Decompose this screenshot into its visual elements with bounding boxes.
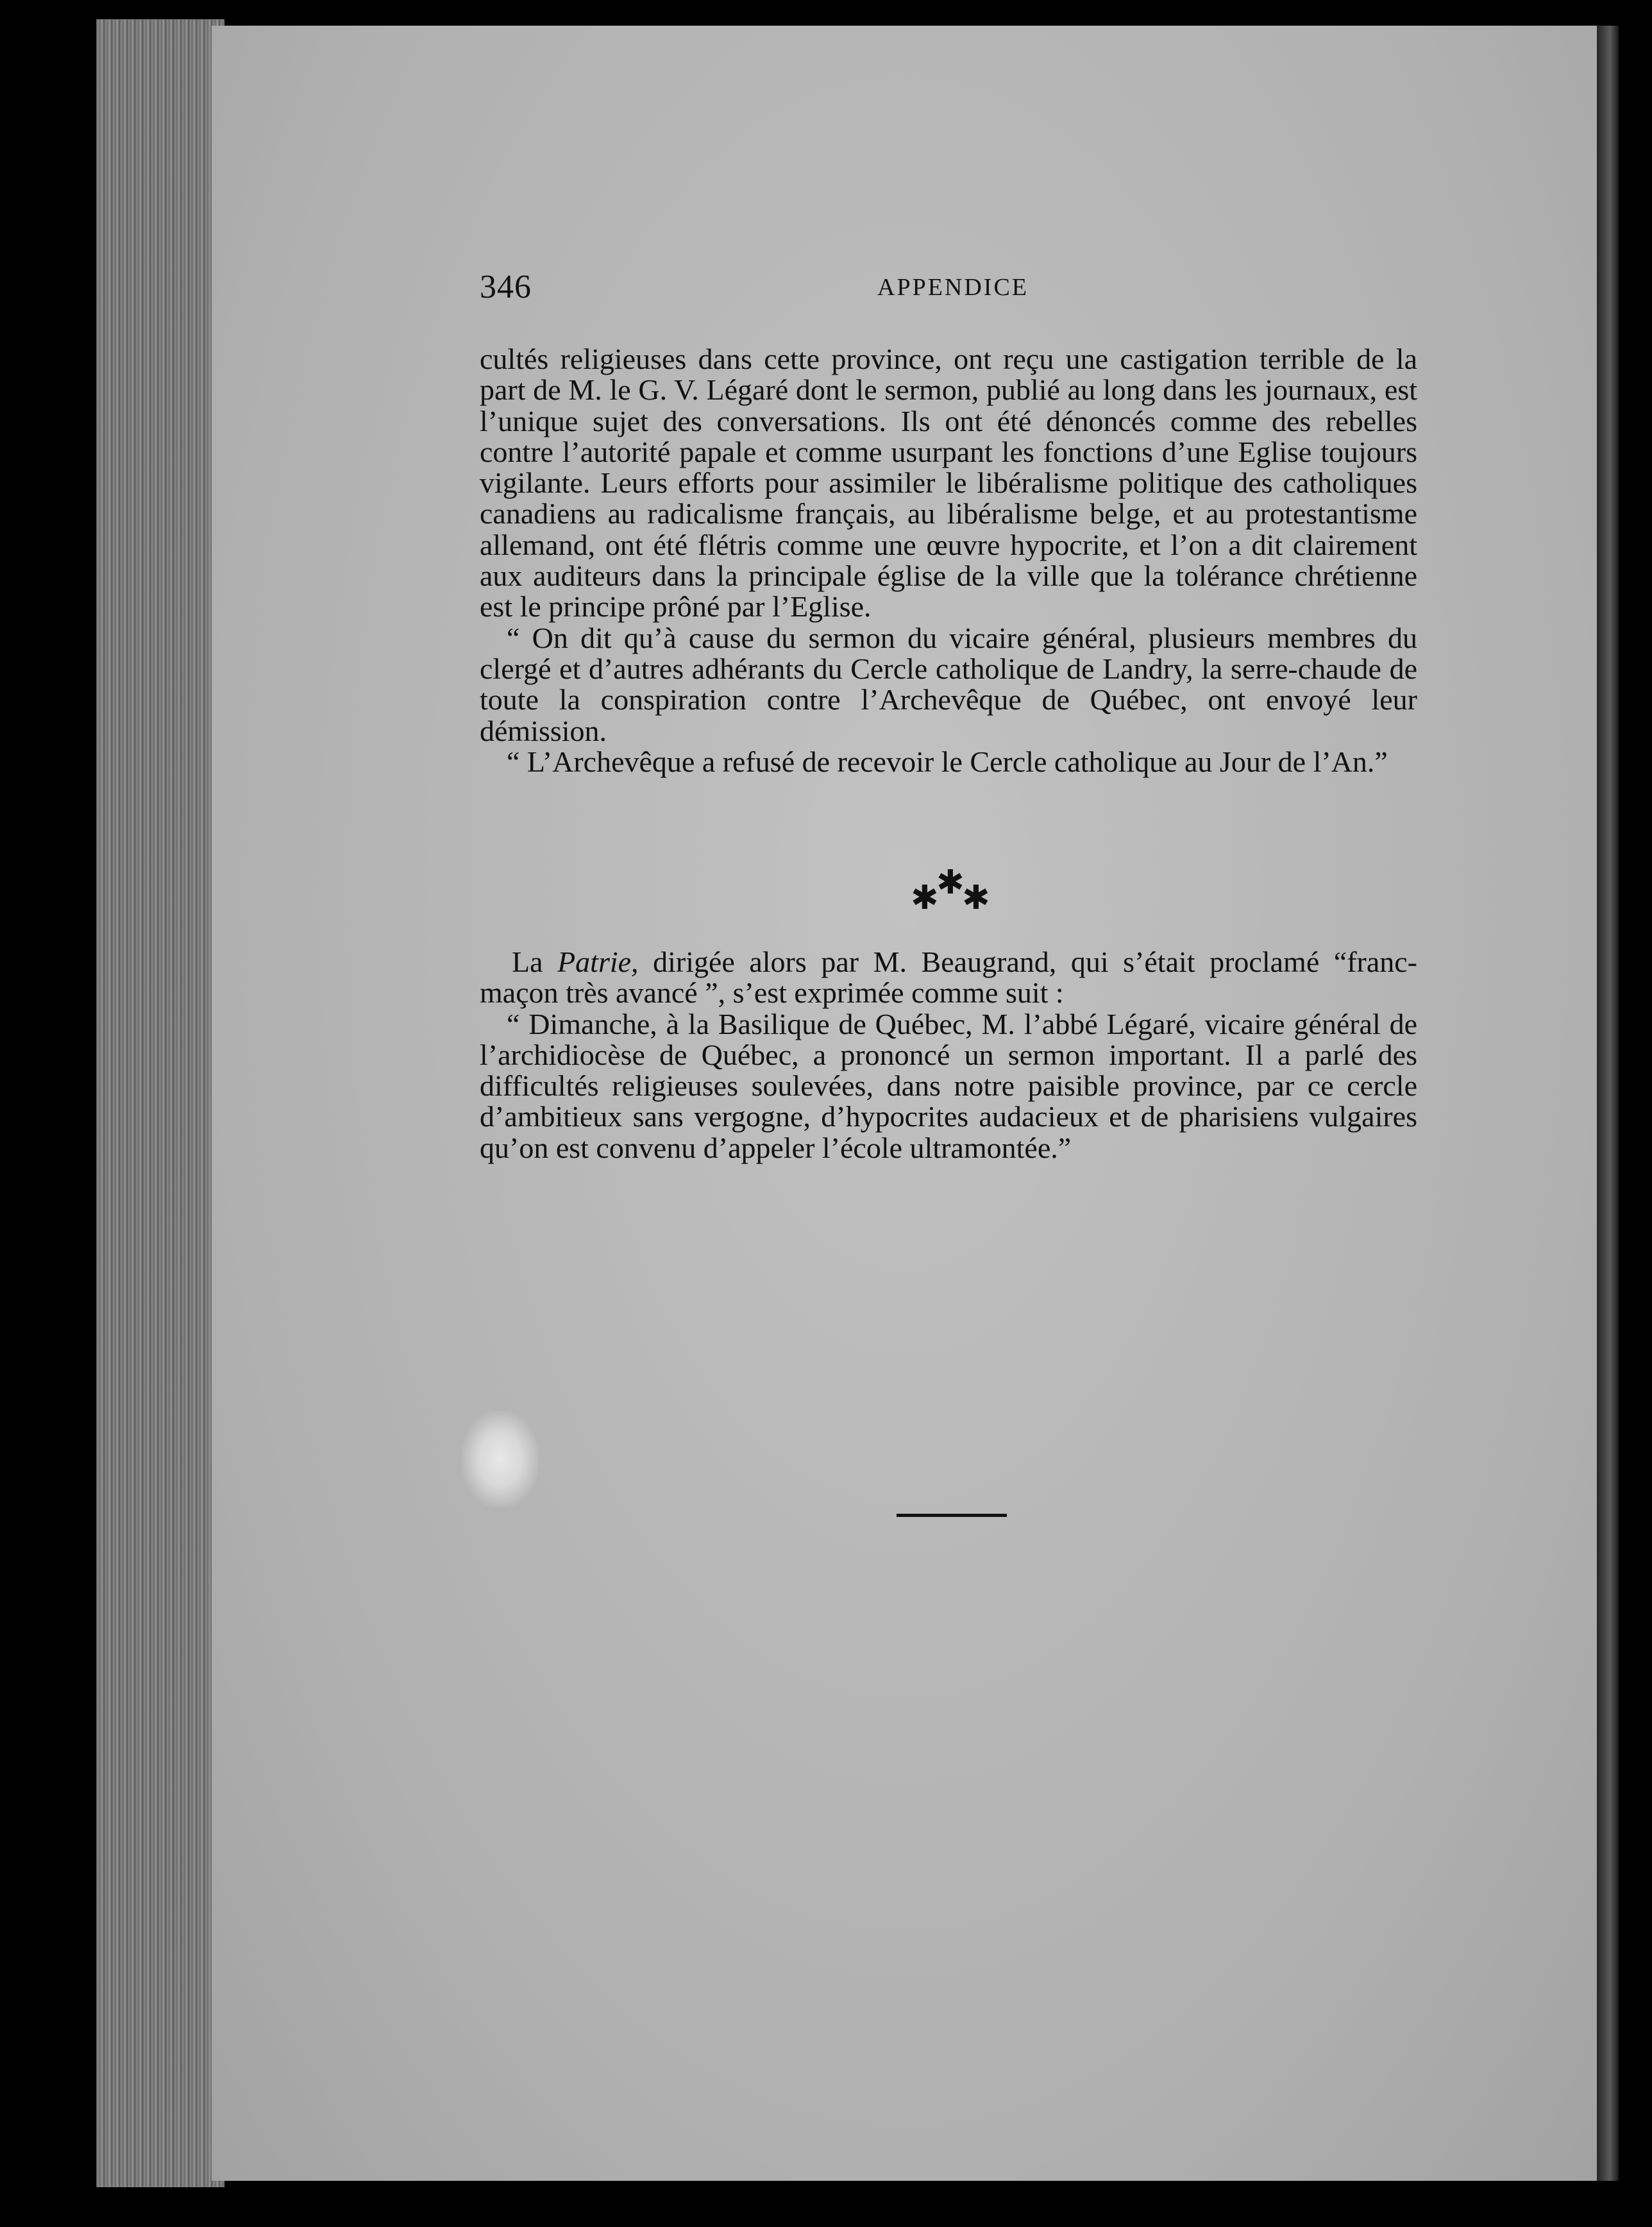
paragraph-quote-jour-de-lan: “ L’Archevêque a refusé de recevoir le Cercle catholique au Jour de l’An.” — [507, 745, 1388, 778]
patrie-title-italic: Patrie, — [557, 945, 639, 978]
patrie-lead: La — [512, 945, 558, 978]
running-title: APPENDICE — [877, 274, 1029, 301]
asterism-ornament: ✱ ✱ ✱ — [911, 863, 990, 917]
paragraph-quote-basilique: “ Dimanche, à la Basilique de Québec, M. l’abbé Légaré, vicaire général de l’archidiocèse de Québec, a prononcé un sermon important. Il a parlé des difficultés religieuses soulevées, dans notre paisible province, par ce cercle d’ambitieux sans vergogne, d’hypocrites audacieux et de pharisiens vulgaires qu’on est convenu d’appeler l’école ultramontée.” — [480, 1007, 1417, 1164]
paragraph-quote-demission: “ On dit qu’à cause du sermon du vicaire général, plusieurs membres du clergé et d’autres adhérants du Cercle catholique de Landry, la serre-chaude de toute la conspiration contre l’Archevêque de Québec, ont envoyé leur démission. — [480, 621, 1417, 747]
page-stack-edge — [96, 19, 224, 2187]
running-head — [480, 268, 1417, 307]
page-number: 346 — [480, 269, 532, 305]
paragraph-continuation: cultés religieuses dans cette province, ont reçu une castigation terrible de la part de M. le G. V. Légaré dont le sermon, publié au long dans les journaux, est l’unique sujet des conversations. Ils ont été dénoncés comme des rebelles contre l’autorité papale et comme usurpant les fonctions d’une Eglise toujours vigilante. Leurs efforts pour assimiler le libéralisme politique des catholiques canadiens au radicalisme français, au libéralisme belge, et au protestantisme allemand, ont été flétris comme une œuvre hypocrite, et l’on a dit clairement aux auditeurs dans la principale église de la ville que la tolérance chrétienne est le principe prôné par l’Eglise. — [480, 343, 1417, 623]
paper-smudge — [462, 1411, 539, 1507]
facing-page-edge — [1597, 26, 1619, 2181]
patrie-rest: dirigée alors par M. Beaugrand, qui s’était proclamé “franc-maçon très avancé ”, s’est exprimée comme suit : — [480, 945, 1417, 1010]
paragraph-patrie — [480, 947, 1417, 1009]
body-text-top — [480, 344, 1417, 777]
closing-rule — [897, 1514, 1007, 1517]
body-text-bottom — [480, 947, 1417, 1164]
